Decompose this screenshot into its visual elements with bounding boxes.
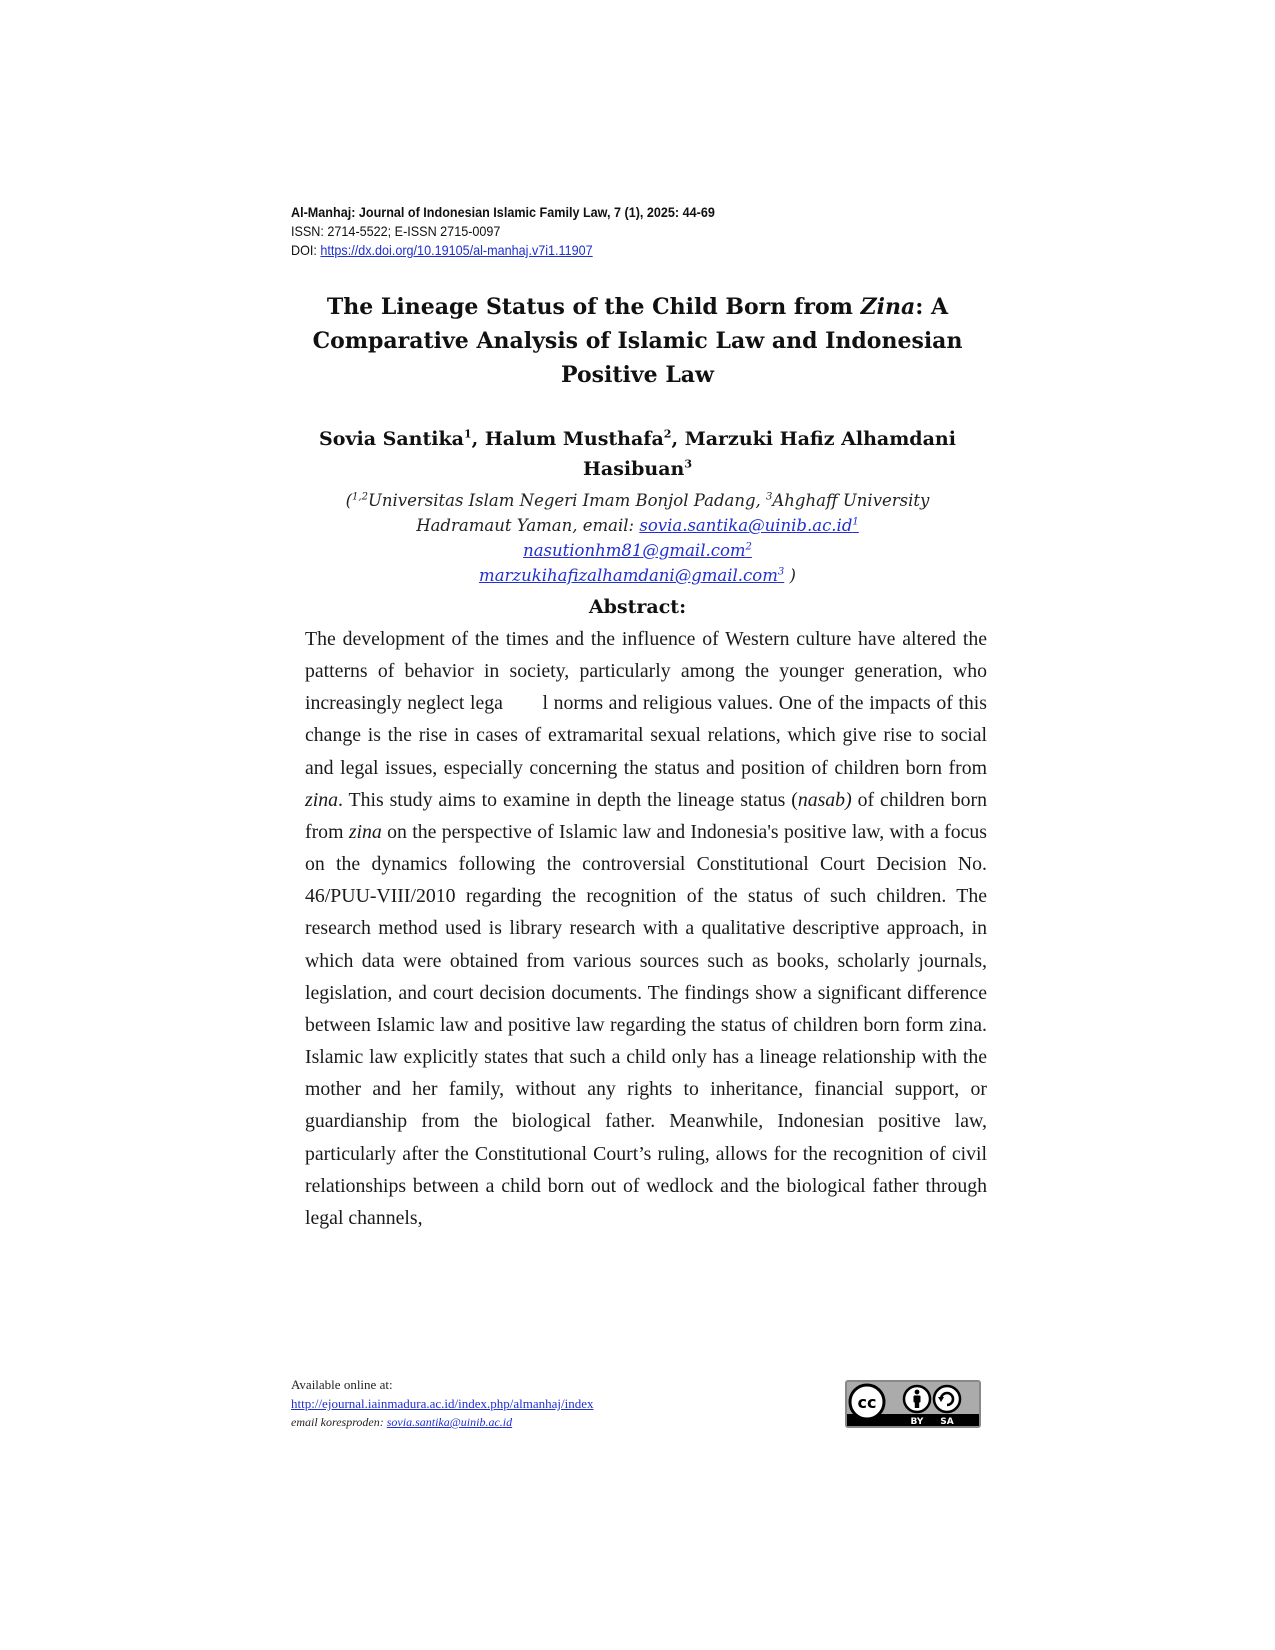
author-2: Halum Musthafa [484, 428, 664, 450]
affil-sup12: 1,2 [352, 491, 368, 503]
available-online-label: Available online at: [291, 1377, 393, 1392]
footer-availability [291, 1375, 594, 1432]
email-link-3[interactable] [479, 566, 784, 585]
sa-share-alike-icon [934, 1386, 960, 1412]
affil-uni2: Ahghaff University Hadramaut Yaman, email: [416, 491, 930, 535]
abstract-text-4: on the perspective of Islamic law and Indonesia's positive law, with a focus on the dynamics following the controversial Constitutional Court Decision No. 46/PUU-VIII/2010 regarding the recognition of the status of such children. The research method used is library research with a qualitative descriptive approach, in which data were obtained from various sources such as books, scholarly journals, legislation, and court decision documents. The findings show a significant difference between Islamic law and positive law regarding the status of children born form zina. Islamic law explicitly states that such a child only has a lineage relationship with the mother and her family, without any rights to inheritance, financial support, or guardianship from the biological father. Meanwhile, Indonesian positive law, particularly after the Constitutional Court’s ruling, allows for the recognition of civil relationships between a child born out of wedlock and the biological father through legal channels, [305, 820, 987, 1229]
corresponding-email-link[interactable]: sovia.santika@uinib.ac.id [386, 1415, 513, 1429]
author-1: Sovia Santika [319, 428, 464, 450]
corresponding-email-line [291, 1413, 594, 1432]
email-2-sup: 2 [745, 541, 752, 553]
cc-license-icon [847, 1382, 979, 1426]
doi-link[interactable]: https://dx.doi.org/10.19105/al-manhaj.v7i1.11907 [320, 242, 593, 258]
affil-sup3: 3 [766, 491, 773, 503]
email-label: email koresproden: [291, 1415, 387, 1429]
cc-by-sa-license-badge[interactable] [845, 1380, 981, 1428]
abstract-text-3: of children born from [305, 788, 987, 843]
email-2-text: nasutionhm81@gmail.com [523, 541, 746, 560]
abstract-body [305, 623, 987, 1234]
affil-uni1: Universitas Islam Negeri Imam Bonjol Padang, [367, 491, 767, 510]
author-1-sup: 1 [463, 427, 472, 441]
doi-line [291, 241, 715, 260]
title-part2: : A Comparative Analysis of Islamic Law and Indonesian Positive Law [312, 294, 963, 388]
author-sep: , [671, 428, 685, 450]
paper-title [300, 290, 975, 392]
affil-open: ( [345, 491, 353, 510]
cc-mark: cc [857, 1393, 877, 1412]
journal-url-link[interactable]: http://ejournal.iainmadura.ac.id/index.php/almanhaj/index [291, 1396, 594, 1411]
abstract-paragraph [305, 623, 987, 1234]
doi-label: DOI: [291, 242, 321, 258]
author-3-sup: 3 [684, 457, 693, 471]
by-label: BY [910, 1417, 924, 1426]
email-link-2[interactable] [523, 541, 752, 560]
email-1-text: sovia.santika@uinib.ac.id [639, 516, 853, 535]
abstract-italic-2: nasab) [797, 788, 852, 811]
email-link-1[interactable] [639, 516, 858, 535]
abstract-italic-3: zina [348, 820, 382, 843]
abstract-text-1: The development of the times and the influence of Western culture have altered the patterns of behavior in society, particularly among the younger generation, who increasingly neglect lega l norms and religious values. One of the impacts of this change is the rise in cases of extramarital sexual relations, which give rise to social and legal issues, especially concerning the status and position of children born from [305, 628, 987, 779]
author-list [300, 424, 975, 484]
email-1-sup: 1 [852, 516, 859, 528]
author-3: Marzuki Hafiz Alhamdani Hasibuan [582, 428, 956, 480]
email-3-text: marzukihafizalhamdani@gmail.com [479, 566, 778, 585]
journal-citation: Al-Manhaj: Journal of Indonesian Islamic Family Law, 7 (1), 2025: 44-69 [291, 204, 715, 220]
author-sep: , [471, 428, 485, 450]
affiliation [300, 488, 975, 588]
issn-line: ISSN: 2714-5522; E-ISSN 2715-0097 [291, 223, 501, 239]
journal-header [291, 203, 715, 260]
title-part1: The Lineage Status of the Child Born from [326, 294, 861, 320]
abstract-heading: Abstract: [588, 596, 687, 618]
author-2-sup: 2 [663, 427, 672, 441]
email-3-sup: 3 [777, 566, 785, 578]
abstract-italic-1: zina [305, 788, 338, 811]
affil-close: ) [784, 566, 796, 585]
sa-label: SA [940, 1417, 954, 1426]
title-italic-word: Zina [860, 294, 916, 320]
abstract-text-2: . This study aims to examine in depth the lineage status ( [337, 788, 798, 811]
